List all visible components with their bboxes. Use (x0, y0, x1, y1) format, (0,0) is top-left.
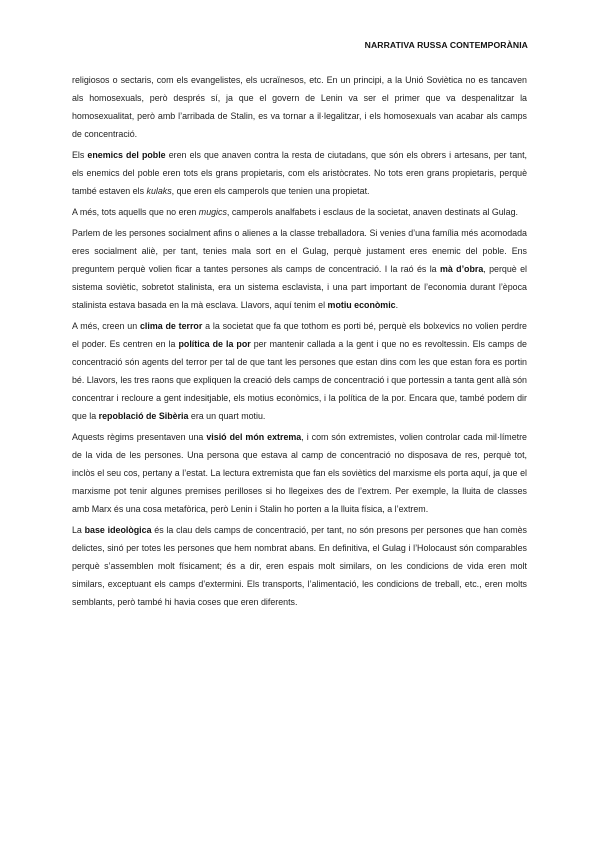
text-run: A més, creen un (72, 321, 140, 331)
text-run: Aquests règims presentaven una (72, 432, 207, 442)
text-run: Parlem de les persones socialment afins o alienes a la classe treballadora. Si venies d’una família més acomodada eres socialment aliè, per tant, tenies mala sort en el Gulag, perquè justament eres enemic del poble. Ens preguntem perquè volien ficar a tantes persones als camps de concentració. I la raó és la (72, 228, 527, 274)
text-run: La (72, 525, 85, 535)
text-run: eren els que anaven contra la resta de ciutadans, que són els obrers i artesans, per tant, els enemics del poble eren tots els grans propietaris, com els aristòcrates. No tots eren grans propietaris, perquè també estaven els (72, 150, 527, 196)
text-run: per mantenir callada a la gent i que no es revoltessin. Els camps de concentració són agents del terror per tal de que tant les persones que estan dins com les que estan fora es portin bé. Llavors, les tres raons que expliquen la creació dels camps de concentració i que portessin a tanta gent allà són concentrar i recloure a gent indesitjable, els motius econòmics, i la política de la por. Encara que, també podem dir que la (72, 339, 527, 421)
text-run: , i com són extremistes, volien controlar cada mil·límetre de la vida de les persones. Una persona que estava al camp de concentració no disposava de res, perquè tot, inclòs el seu cos, pertany a l’estat. La lectura extremista que fan els soviètics del marxisme els porta aquí, ja que el marxisme pot tenir algunes premises perilloses si ho llegeixes des de l’extrem. Per exemple, la lluita de classes amb Marx és una cosa metafòrica, però Lenin i Stalin ho porten a la lluita física, a l’extrem. (72, 432, 527, 514)
paragraph (72, 521, 527, 611)
text-run: és la clau dels camps de concentració, per tant, no són presons per persones que han comès delictes, sinó per totes les persones que hem nombrat abans. En definitiva, el Gulag i l’Holocaust són comparables perquè s’assemblen molt físicament; és a dir, eren espais molt similars, on les condicions de vida eren molt similars, exceptuant els camps d’extermini. Els transports, l’alimentació, les condicions de treball, etc., eren molts semblants, però també hi havia coses que eren diferents. (72, 525, 527, 607)
paragraph (72, 71, 527, 143)
bold-term: enemics del poble (87, 150, 166, 160)
paragraph (72, 203, 527, 221)
paragraph (72, 224, 527, 314)
bold-term: clima de terror (139, 321, 203, 331)
text-run: , camperols analfabets i esclaus de la societat, anaven destinats al Gulag. (226, 207, 518, 217)
text-run: religiosos o sectaris, com els evangelistes, els ucraïnesos, etc. En un principi, a la Unió Soviètica no es tancaven als homosexuals, però després sí, ja que el govern de Lenin va ser el primer que va despenalitzar la homosexualitat, però amb l’arribada de Stalin, es va tornar a il·legalitzar, i els homosexuals van acabar als camps de concentració. (72, 75, 527, 139)
text-run: , perquè el sistema soviètic, sobretot stalinista, era un sistema esclavista, i una part important de l’economia durant l’època stalinista estava basada en la mà esclava. Llavors, aquí tenim el (72, 264, 528, 310)
bold-term: base ideològica (84, 525, 152, 535)
paragraph (72, 146, 527, 200)
running-header: NARRATIVA RUSSA CONTEMPORÀNIA (364, 40, 528, 50)
bold-term: repoblació de Sibèria (98, 411, 189, 421)
text-run: , que eren els camperols que tenien una propietat. (171, 186, 370, 196)
text-run: a la societat que fa que tothom es porti bé, perquè els bolxevics no volien perdre el poder. Es centren en la (72, 321, 527, 349)
italic-term: mugics (198, 207, 227, 217)
bold-term: mà d’obra (439, 264, 484, 274)
text-run: era un quart motiu. (188, 411, 266, 421)
bold-term: motiu econòmic (327, 300, 396, 310)
text-run: . (395, 300, 399, 310)
bold-term: visió del món extrema (206, 432, 302, 442)
italic-term: kulaks (146, 186, 172, 196)
text-run: Els (72, 150, 88, 160)
text-run: A més, tots aquells que no eren (72, 207, 199, 217)
paragraph (72, 317, 527, 425)
bold-term: política de la por (178, 339, 251, 349)
paragraph (72, 428, 527, 518)
body-text (72, 71, 527, 614)
